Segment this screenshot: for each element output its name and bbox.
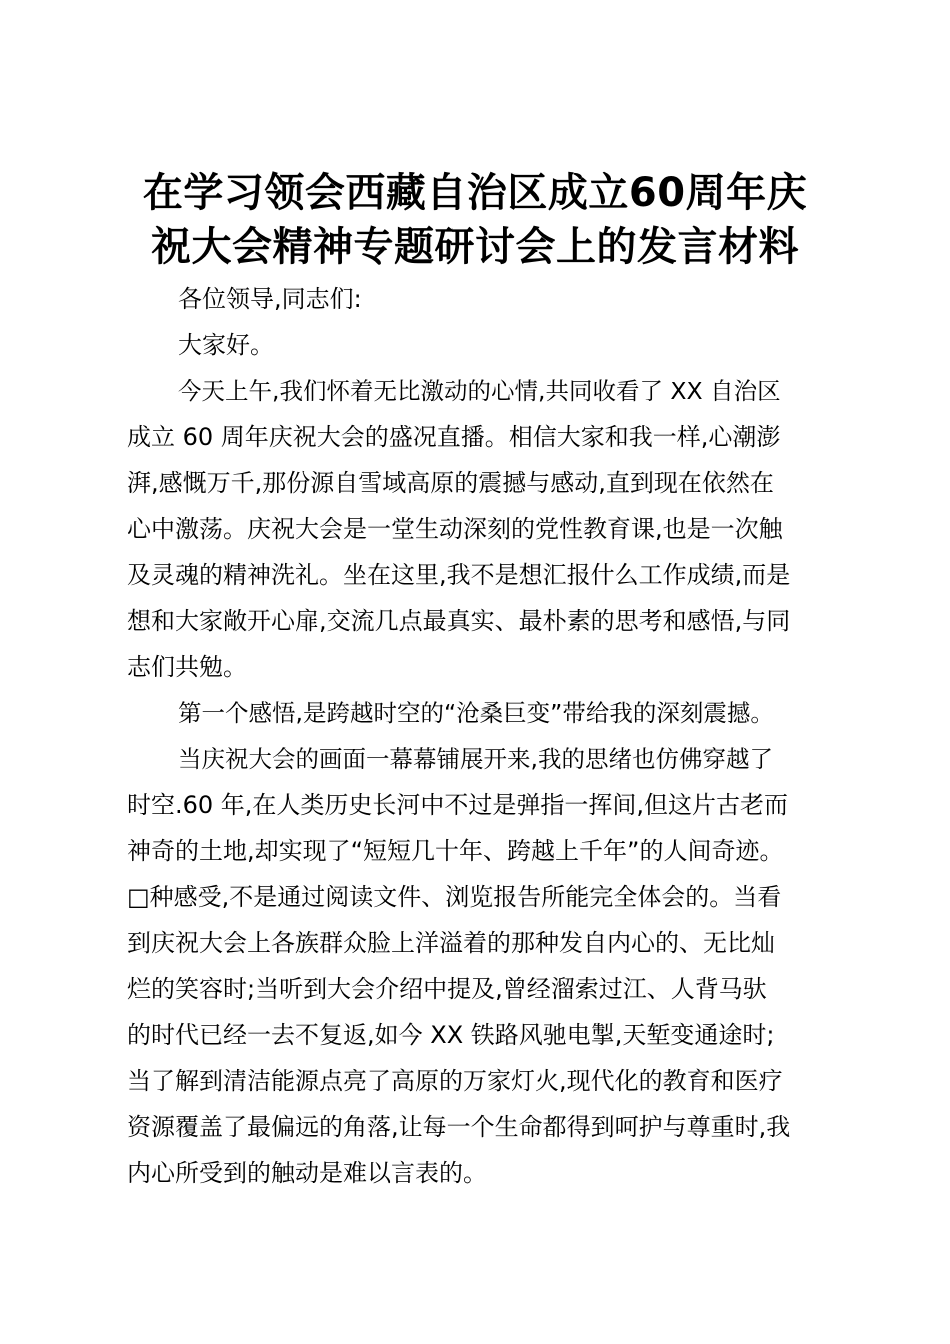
text-line: 大家好。 [178,331,274,359]
text-line: 的时代已经一去不复返,如今 XX 铁路风驰电掣,天堑变通途时; [127,1021,775,1049]
title-line-1: 在学习领会西藏自治区成立60周年庆 [142,170,808,216]
title-line-2: 祝大会精神专题研讨会上的发言材料 [151,224,799,270]
text-line: 各位领导,同志们: [178,285,362,313]
text-line: 到庆祝大会上各族群众脸上洋溢着的那种发自内心的、无比灿 [127,929,775,957]
paragraph-first-insight-body [127,736,833,1196]
paragraph-greeting [127,322,833,368]
text-line: 今天上午,我们怀着无比激动的心情,共同收看了 XX 自治区 [178,377,781,405]
text-line: 志们共勉。 [127,653,247,681]
text-line: 资源覆盖了最偏远的角落,让每一个生命都得到呵护与尊重时,我 [127,1113,791,1141]
paragraph-intro [127,368,833,690]
paragraph-heading-first-insight [127,690,833,736]
document-body [127,276,833,1196]
text-line: 成立 60 周年庆祝大会的盛况直播。相信大家和我一样,心潮澎 [127,423,781,451]
text-line: 及灵魂的精神洗礼。坐在这里,我不是想汇报什么工作成绩,而是 [127,561,791,589]
text-line: 第一个感悟,是跨越时空的“沧桑巨变”带给我的深刻震撼。 [178,699,774,727]
text-line: 当了解到清洁能源点亮了高原的万家灯火,现代化的教育和医疗 [127,1067,783,1095]
text-line: 时空.60 年,在人类历史长河中不过是弹指一挥间,但这片古老而 [127,791,789,819]
text-line: 湃,感慨万千,那份源自雪域高原的震撼与感动,直到现在依然在 [127,469,774,497]
text-line: 内心所受到的触动是难以言表的。 [127,1159,487,1187]
text-line: 烂的笑容时;当听到大会介绍中提及,曾经溜索过江、人背马驮 [127,975,767,1003]
text-line: 神奇的土地,却实现了“短短几十年、跨越上千年”的人间奇迹。 [127,837,784,865]
document-title [120,166,830,274]
paragraph-salutation [127,276,833,322]
text-line: □种感受,不是通过阅读文件、浏览报告所能完全体会的。当看 [127,883,782,911]
text-line: 当庆祝大会的画面一幕幕铺展开来,我的思绪也仿佛穿越了 [178,745,773,773]
text-line: 想和大家敞开心扉,交流几点最真实、最朴素的思考和感悟,与同 [127,607,791,635]
text-line: 心中激荡。庆祝大会是一堂生动深刻的党性教育课,也是一次触 [127,515,783,543]
